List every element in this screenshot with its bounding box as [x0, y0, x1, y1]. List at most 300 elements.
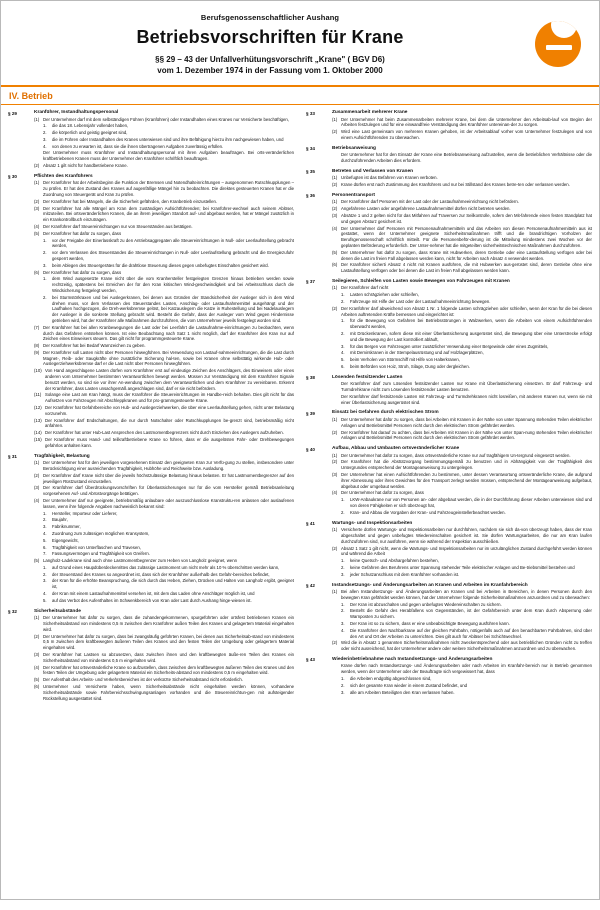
- clause-marker: 2.: [43, 294, 47, 300]
- clause-text: Der Kranführer hat ortsveränderliche Krane so aufzustellen, dass zwischen dem kraftbewegten äußeren Teilen des Kranes und den festen Teilen der Umgebung oder gelagertem Material ein Sicherheits-abstand von mindestens 0,5 m eingehalten wird.: [43, 664, 294, 676]
- clause-text: Der Unternehmer hat dafür zu sorgen, dass bei Arbeiten mit Kranen in der Nähe von unter Spannung stehenden Teilen elektrischer Anlagen und Betriebsmittel Personen nicht durch den elektrischen Strom gefährdet werden.: [341, 416, 592, 428]
- clause-text: Der Kranführer hat alle Mängel am Kran dem zuständigen Aufsichtführenden; bei Kranführer-wechsel auch seinem Ablöser, mitzuteilen. Bei ortsveränderlichen Kranen, die an ihrem jeweiligen Standort auf- und abgebaut werden, hat er Mängel zusätzlich in ein Krankontrollbuch einzutragen.: [43, 205, 294, 223]
- columns-container: [1, 105, 599, 910]
- clause-item: [332, 381, 592, 393]
- clause-item: [43, 531, 294, 537]
- clause-marker: (2): [332, 206, 338, 212]
- paragraph-number: § 36: [306, 193, 315, 199]
- paragraph-number: § 29: [8, 110, 17, 116]
- clause-item: [34, 665, 294, 677]
- clause-marker: (2): [332, 640, 338, 646]
- clause-marker: 1.: [43, 510, 47, 516]
- clause-item: [34, 150, 294, 162]
- clause-item: [332, 199, 592, 205]
- poster-header: [1, 1, 599, 87]
- clause-marker: 4.: [341, 627, 345, 633]
- clause-text: Der Unternehmer hat beim Zusammenarbeiten mehrerer Krane, bei dem die Unternehmer den Arbeitsab-lauf von Beginn der Arbeiten festzulegen und für eine einwandfreie Verständigung des Kranführer untereinan-der zu sorgen.: [341, 116, 592, 128]
- clause-text: Besteht die Gefahr des Herabfallens von Gegenständen, ist der Gefahrbereich unter dem Kran durch Absperrung oder Warnposten zu sichern.: [350, 608, 592, 620]
- clause-text: für die Bewegung von Gefahren bei Betriebsstörungen in Walzwerken, wenn die Arbeiten von einem Aufsichtführenden überwacht werden,: [350, 318, 592, 330]
- clause-item: [34, 206, 294, 223]
- clause-item: [341, 608, 592, 620]
- clause-text: Der Unternehmer hat für den jeweiligen vorgesehenen Einsatz den geeigneten Kran zur Verfü-gung zu stellen, insbesondere unter Berücksichtigung einer ausreichenden Tragfähigkeit, Hubhöhe und Reichweite bzw. Ausladung.: [43, 460, 294, 471]
- clause-item: [34, 677, 294, 683]
- paragraph-title: Zusammenarbeit mehrerer Krane: [332, 110, 408, 115]
- clause-item: [43, 130, 294, 136]
- clause-text: Der Kranführer darf zum Lösenden festsitzender Lasten nur Krane mit Überlastsicherung einsetzen. Er darf Fahrzeug- und Turmdrehkrane nicht zum Lösenden festsitzender Lasten benutzen.: [341, 381, 592, 393]
- clause-item: [43, 263, 294, 269]
- clause-text: die Arbeiten endgültig abgeschlossen sind,: [350, 676, 432, 682]
- clause-item: [43, 238, 294, 250]
- paragraph-title: Aufbau, Abbau und Umbauten ortsveränderlicher Krane: [332, 446, 460, 452]
- clause-item: [34, 634, 294, 651]
- clause-text: Der Kranführer darf Personen mit der Last oder der Lastaufnahmeeinrichtung nicht befördern.: [341, 199, 519, 205]
- paragraph-block: [306, 279, 592, 371]
- paragraph-body: [332, 446, 592, 516]
- clause-text: Der Kranführer hat bei Mängeln, die die Sicherheit gefährden, den Kranbetrieb einzustellen.: [43, 198, 218, 204]
- paragraph-title: Seilegieren, Schleifen von Lasten sowie Bewegen von Fahrzeugen mit Kranen: [332, 278, 510, 284]
- clause-text: Die Kranführer den Nachbarkrane auf der gleichen Fahrbahn, nötigenfalls auch auf den benachbarten Fahrbahnen, sind über den Art und Ort der Arbeiten zu unterrichten. Dies gilt auch für Abläser bei Schichtwechsel.: [350, 627, 592, 639]
- clause-text: Wird eine Last gemeinsam von mehreren Kranen gehoben, ist der Arbeitsablauf vorher vom Unternehmer festzulegen und von einem Aufsichtführenden zu überwachen.: [341, 129, 592, 140]
- clause-text: Der Kranführer hat Gefahrbereiche von Hub- und Auslegerziehwerken, die über eine Leerlaufstellung gehen, nicht unter Belastung vorzunehm.: [45, 405, 294, 416]
- clause-marker: (3): [332, 472, 338, 478]
- paragraph-body: [332, 657, 592, 696]
- clause-marker: 5.: [341, 357, 345, 363]
- clause-text: Solange eine Last am Kran hängt, muss der Kranführer die Steuereinrichtungen im Handbe-reich behalten. Dies gilt nicht für das Aufsetzen von Fahrzeugen mit Abschleppkranen und für pro-grammgesteuerte Krane.: [45, 392, 294, 404]
- clause-marker: (4): [34, 223, 40, 229]
- clause-marker: [332, 381, 341, 393]
- clause-item: [34, 325, 294, 342]
- clause-text: alle am Arbeiten Beteiligten den Kran verlassen haben.: [350, 689, 455, 695]
- clause-text: beim Beförden von Hoiz, Stroh, Silage, Dung oder dergleichen.: [350, 364, 470, 369]
- paragraph-body: [332, 583, 592, 653]
- clause-text: Der Kranführer hat darauf zu achten, dass bei Arbeiten mit Kranen in der Nähe von unter Span-nung stehenden Teilen elektrischer Anlagen und Betriebsmittel Personen nicht durch den elektrischen Strom gefährdet werden.: [341, 429, 592, 441]
- clause-item: [341, 318, 592, 330]
- paragraph-block: [8, 110, 294, 170]
- clause-item: [341, 565, 592, 571]
- clause-text: Versicherte dürfen Wartungs- und Inspektionsarbeiten nur durchführen, nachdem sie sich da-von überzeugt haben, dass der Kran abgeschaltet und gegen unbefugtes Wiedereinschalten gesichert ist. Sie dürfen Wartungsarbeiten, die nur am Kran laufen durchzuführen sind, nur ausführen, wenn sie während der Inspektion ausschließen.: [341, 527, 592, 544]
- clause-text: Der Kranführer hat der Arbeitsbeginn die Funktion der Bremsen und Notendhalteinrichtungen – ausgenommen Rutschkupplungen – zu prüfen. Er hat den Zustand des Kranes auf augenfällige Mängel hin zu beobachten. Die direktes gesteuerten Kranen hat er die Zuordnung von Steuergerät und Kran zu prüfen.: [43, 180, 294, 197]
- paragraph-number: § 38: [306, 375, 315, 381]
- clause-text: Der Unternehmer darf nur geeignete, betriebsmäßig anlaubare oder auszuschlusslose Kranstruktu-ren anlassen oder auslaufenen lassen, wenn ihre folgende Angaben nachweislich bekannt sind:: [43, 497, 294, 509]
- paragraph-body: [332, 521, 592, 579]
- clause-text: Unbefugten ist das Befahren von Kranen verboten.: [341, 175, 438, 181]
- clause-text: die körperlich und geistig geeignet sind,: [52, 130, 128, 136]
- clause-item: [341, 331, 592, 343]
- clause-text: jeder Schutzanschluss mit dem Kranführer vorhanden ist.: [350, 571, 460, 577]
- clause-marker: (1): [332, 527, 338, 533]
- clause-marker: (6): [34, 683, 40, 689]
- page-title: Betriebsvorschriften für Krane: [136, 27, 404, 47]
- clause-text: Der Kranführer darf festsitzende Lasten mit Fahrzeug- und Turmdrehkranen nicht losreißen, mit anderen Kranen nur, wenn sie mit einer Überlastsicherung ausgerüstet sind.: [341, 393, 592, 405]
- clause-item: [341, 628, 592, 640]
- clause-marker: (8): [34, 343, 40, 349]
- clause-marker: (15): [34, 437, 42, 443]
- clause-text: Bei allen Instandsetzungs- und Änderungsarbeiten an Kranen und bei Arbeiten in Bereichen, in denen Personen durch den bewegten Kran gefährdet werden können, hat der Unternehmer folgende Sicherheitsmaßnahmen anzuordnen und zu überwachen:: [341, 589, 592, 600]
- clause-marker: 5.: [43, 537, 47, 543]
- clause-text: Der Kranführer darf nicht: [341, 285, 389, 291]
- clause-text: Tragfähigkeit von Unterflaschen und Travesen,: [52, 544, 141, 550]
- clause-marker: (3): [34, 205, 40, 211]
- clause-item: [34, 117, 294, 123]
- paragraph-title: Einsatz bei Gefahren durch elektrischen Strom: [332, 410, 439, 416]
- clause-item: [341, 510, 592, 516]
- clause-text: Von Hand angeschlagene Lasten dürfen vom Kranführer erst auf eindeutige Zeichen des Anschlägers, des Einweisers oder eines anderen vom Unternehmer bestimmten Verantwortlichen bewegt werden. Müssen zur Verständigung mit dem Kranführer Signale benutzt werden, so sind sie vor ihrer An-wendung zwischen dem Verantwortlichen und dem Kranführer zu vereinbaren. Erkennt der Kranführer, dass Lasten unsachgemäß angeschlagen sind, darf er sie nicht befördern.: [45, 368, 294, 391]
- paragraph-title: Tragfähigkeit, Belastung: [34, 453, 90, 459]
- clause-marker: 3.: [341, 343, 345, 349]
- clause-text: keine Gefahren des Beruhrens unter Spannung stehender Teile elektrischer Anlagen und Be-triebsmittel bestehen und: [350, 564, 575, 570]
- clause-item: [34, 418, 294, 430]
- clause-marker: (1): [332, 416, 338, 422]
- paragraph-title: Pflichten des Kranführers: [34, 173, 93, 179]
- clause-item: [332, 527, 592, 544]
- clause-text: der Steuerstand des Kranes so angeordnet ist, dass sich der Kranführer außerhalb des Gefahr-bereiches befindet,: [52, 571, 270, 577]
- clause-item: [332, 262, 592, 274]
- clause-item: [43, 524, 294, 530]
- paragraph-number: § 34: [306, 146, 315, 152]
- clause-marker: 1.: [341, 558, 345, 564]
- clause-marker: (12): [34, 405, 42, 411]
- clause-text: Der Kranführer hat Lastsen so abzusetzen, dass zwischen ihnen und den kraftbewegten äuße-ren Teilen des Kranes ein Sicherheitsabstand von mindestens 0,5 m eingehalten wird.: [43, 651, 294, 663]
- clause-marker: (5): [332, 249, 338, 255]
- clause-text: Der Kranführer hat dafür zu sorgen, dass: [43, 230, 122, 236]
- clause-marker: (9): [34, 349, 40, 355]
- clause-item: [34, 558, 294, 564]
- paragraph-block: [306, 169, 592, 189]
- clause-item: [43, 551, 294, 557]
- paragraph-block: [8, 174, 294, 450]
- clause-item: [34, 615, 294, 632]
- paragraph-number: § 33: [306, 110, 315, 116]
- clause-text: Der Kranführer hat unter Hub-Last Ansprechen des Lastmomentbegrenzers nicht durch Einziehen des Auslegers aufzuheben.: [45, 430, 284, 436]
- clause-item: [341, 558, 592, 564]
- clause-item: [43, 565, 294, 571]
- clause-text: Lasten schrägziehen oder schleifen,: [350, 292, 419, 298]
- clause-marker: (5): [34, 677, 40, 683]
- clause-text: Absatz 1 Satz 1 gilt nicht, wenn die Wartungs- und Inspektionsarbeiten nur im unzulänglichen Zustand durchgeführt werden können und während die Arbeit: [341, 545, 592, 557]
- clause-item: [34, 368, 294, 391]
- clause-marker: (1): [332, 199, 338, 205]
- clause-text: mit Demirskranen in der Stempelausrüstung und auf Holzlagerplätzen,: [350, 350, 484, 356]
- clause-item: [332, 129, 592, 141]
- clause-marker: (7): [34, 324, 40, 330]
- clause-marker: (5): [34, 230, 40, 236]
- clause-item: [332, 490, 592, 496]
- clause-text: Der Aufenthalt des Arbeits- und Verkehrsbereiches ist der verkürzte Sicherheitsabstand nicht erforderlich.: [43, 677, 243, 683]
- clause-marker: 4.: [43, 591, 47, 597]
- clause-marker: 1.: [43, 237, 47, 243]
- clause-item: [34, 350, 294, 367]
- clause-marker: (2): [34, 163, 40, 169]
- clause-item: [341, 621, 592, 627]
- paragraph-block: [306, 110, 592, 142]
- paragraph-title: Betriebsanweisung: [332, 145, 376, 151]
- clause-marker: (3): [34, 651, 40, 657]
- paragraph-body: [332, 193, 592, 275]
- clause-item: [34, 485, 294, 497]
- clause-item: [43, 572, 294, 578]
- clause-text: Der Unternehmer hat dafür zu sorgen, dass die zuhandengekommenen, spurgeführten oder ortsfest betriebenen Kranen ein Sicherheitsabstand von mindestens 0,5 m zwischen dem Kranführer außen Teilen des Kranes und gelagertem Material eingehalten wird.: [43, 615, 294, 632]
- header-supertitle: Berufsgenossenschaftlicher Aushang: [200, 13, 340, 22]
- clause-item: [34, 652, 294, 664]
- clause-marker: (2): [34, 633, 40, 639]
- clause-text: beim Ablegen des Steuergerätes für die drahtlose Steuerung dieses gegen unbefugtes Einschalten gesichert wird.: [52, 262, 269, 268]
- clause-text: Der Unternehmer hat dafür zu sorgen, dass: [341, 490, 424, 496]
- paragraph-title: Lösenden festsitzender Lasten: [332, 374, 403, 380]
- clause-text: auf Grund eines Haupdüberdeckenrittes das zulässige Lastmoment um nicht mehr als 10 % überschritten werden kann,: [52, 564, 280, 570]
- clause-text: Krane dürfen nach Instandsetzungs- und Änderungsarbeiten oder nach Arbeiten im Kranfahr-bereich nur in Betrieb genommen werden, wenn der Unternehmer oder der Beauftragte sich vergewissert hat, dass: [341, 663, 592, 675]
- clause-marker: 3.: [43, 578, 47, 584]
- clause-item: [43, 578, 294, 590]
- paragraph-number: § 32: [8, 609, 17, 615]
- clause-text: Hersteller, Importeur oder Lieferer,: [52, 510, 118, 516]
- clause-text: Der Kranführer muss Hand- und teilkraftbetriebene Krane so führen, dass er die ausgelösten Fahr- oder Drehbewegungen gefahrlos anhalten kann.: [45, 437, 294, 448]
- paragraph-block: [306, 146, 592, 165]
- clause-marker: (1): [332, 452, 338, 458]
- clause-marker: (1): [332, 116, 338, 122]
- clause-item: [341, 344, 592, 350]
- clause-marker: 2.: [43, 571, 47, 577]
- paragraph-body: [332, 169, 592, 189]
- clause-item: [332, 417, 592, 429]
- clause-marker: (2): [332, 545, 338, 551]
- paragraph-block: [306, 375, 592, 407]
- clause-item: [332, 226, 592, 249]
- paragraph-body: [332, 410, 592, 442]
- clause-marker: (1): [34, 116, 40, 122]
- header-subtitle-1: §§ 29 – 43 der Unfallverhütungsvorschrift „Krane" ( BGV D6): [155, 55, 385, 64]
- clause-marker: (1): [34, 615, 40, 621]
- clause-marker: (4): [34, 664, 40, 670]
- clause-item: [332, 459, 592, 471]
- clause-marker: [332, 152, 341, 164]
- clause-item: [43, 123, 294, 129]
- paragraph-body: [34, 110, 294, 170]
- paragraph-title: Betreten und Verlassen von Kranen: [332, 168, 414, 174]
- section-title: IV. Betrieb: [9, 91, 53, 101]
- clause-marker: (10): [34, 368, 42, 374]
- clause-text: Der Kranführer darf Endschaltungen, die nur durch Notschalter oder Rutschkupplungen be-grenzt sind, betriebsmäßig nicht anfahren.: [45, 417, 294, 429]
- paragraph-number: § 30: [8, 174, 17, 180]
- clause-item: [34, 684, 294, 701]
- clause-marker: (4): [332, 225, 338, 231]
- clause-item: [341, 292, 592, 298]
- paragraph-number: § 31: [8, 454, 17, 460]
- clause-text: Der Kranführer darf Steuereinrichtungen nur von Steuerständen aus betätigen.: [43, 223, 193, 229]
- clause-text: dem Wind ausgesetzte Krane nicht über die vom Kranhersteller festgelegten Grenzen hinaus betrieben werden sowie rechtzeitig, spätestens bei Erreichen der für den Kran kritischen Wind-geschwindigkeit und bei Arbeitsschluss durch die Windsicherung festgelegt werden,: [52, 276, 294, 293]
- clause-marker: 3.: [43, 524, 47, 530]
- clause-marker: 2.: [341, 299, 345, 305]
- clause-item: [34, 163, 294, 169]
- paragraph-block: [306, 193, 592, 275]
- clause-item: [332, 213, 592, 225]
- paragraph-body: [332, 110, 592, 142]
- paragraph-number: § 39: [306, 410, 315, 416]
- clause-text: vor der Freigabe der Einerlasskraft zu den Antriebsaggregaten alle Steuereinrichtungen in Null- oder Leerlaufstellung gebracht werden,: [52, 237, 294, 249]
- clause-item: [341, 357, 592, 363]
- paragraph-block: [306, 583, 592, 653]
- clause-item: [332, 589, 592, 601]
- clause-marker: (2): [332, 429, 338, 435]
- clause-item: [341, 572, 592, 578]
- clause-marker: 1.: [341, 676, 345, 682]
- clause-marker: 2.: [43, 517, 47, 523]
- paragraph-body: [34, 454, 294, 605]
- clause-marker: 1.: [341, 318, 345, 324]
- clause-marker: [34, 150, 43, 162]
- clause-item: [332, 250, 592, 262]
- clause-text: Der Unternehmer darf mit dem selbständigen Führen (Kranführen) oder Instandhalten eines Kranes nur Versicherte beschäftigen,: [43, 116, 290, 122]
- clause-text: mit Drückenkranen, sofern diese mit einer Überlastsicherung ausgerüstet sind, die Bewegung über eine Unterstrecke erfolgt und die Bewegung der Last kontrolliert abläuft,: [350, 331, 592, 342]
- clause-marker: (1): [332, 175, 338, 181]
- paragraph-title: Kranführer, Instandhaltungspersonal: [34, 110, 119, 115]
- clause-item: [341, 350, 592, 356]
- clause-item: [332, 206, 592, 212]
- clause-item: [341, 676, 592, 682]
- clause-text: Wird die in Absatz 1 genannten Sicherheitsmaßnahmen nicht zweckentsprechend oder aus betrieblichen Gründen nicht zu treffen oder nicht ausreichend, hat der Unternehmer andere oder weitere Sicherheitsmaßnahmen anzuordnen und zu überwachen.: [341, 640, 592, 652]
- clause-item: [341, 299, 592, 305]
- paragraph-block: [306, 521, 592, 579]
- clause-marker: 2.: [341, 509, 345, 515]
- clause-text: Angefahrene Lasten oder angefahrene Lastaufnahmemittel dürfen nicht betreten werden.: [341, 206, 511, 212]
- clause-item: [43, 276, 294, 293]
- clause-marker: [332, 663, 341, 675]
- clause-marker: 1.: [43, 276, 47, 282]
- clause-marker: 2.: [43, 250, 47, 256]
- clause-item: [341, 602, 592, 608]
- clause-text: Der Kranführer sicherti Absatz 4 nicht mit Kranen ausführen, die mit Hubwerken aus-gerüstet sind, deren Getriebe ohne eine Lastaufstellung verfügen oder bei denen die Last im freien Fall abgelassen werden kann.: [341, 262, 592, 274]
- paragraph-number: § 35: [306, 169, 315, 175]
- clause-text: Baujahr,: [52, 517, 68, 523]
- clause-text: Der Kranführer darf Krane nicht über die jeweils höchstzulässige Belastung hinaus belasten. Er hat Lastmomentbegrenzer auf den jeweiligen Rüstzustand einzustellen.: [43, 472, 294, 484]
- right-column: [300, 110, 592, 904]
- clause-text: der Kran mit einem Lastaufnahmemittel versehen ist, mit dem das Laden ohne Anschläger möglich ist, und: [52, 591, 255, 597]
- clause-marker: (3): [332, 212, 338, 218]
- clause-text: vor dem Verlassen des Steuerstandes die Steuereinrichtungen in Null- oder Leerlaufstellung gebracht und die Energiezufuhr gesperrt werden,: [52, 250, 294, 261]
- clause-item: [332, 182, 592, 188]
- clause-text: Absatz 1 gilt nicht für handbetriebene Krane.: [43, 163, 128, 169]
- clause-text: Fahrzeuge mit Hilfe der Last oder der Lastaufnahmeeinrichtung bewegen.: [350, 299, 491, 305]
- clause-marker: 3.: [341, 621, 345, 626]
- clause-item: [34, 405, 294, 417]
- clause-text: keine Quetsch- und Abshargefahren bestehen,: [350, 558, 439, 564]
- clause-item: [332, 546, 592, 558]
- clause-marker: (2): [34, 472, 40, 478]
- paragraph-block: [306, 410, 592, 442]
- clause-marker: 5.: [43, 597, 47, 603]
- paragraph-body: [332, 279, 592, 371]
- clause-marker: 4.: [43, 530, 47, 536]
- clause-item: [43, 517, 294, 523]
- clause-item: [341, 364, 592, 370]
- paragraph-number: § 37: [306, 279, 315, 285]
- paragraph-body: [34, 174, 294, 450]
- clause-text: Kran- und Abbau die Vorgaben der Kran- und Fahrzeugeinstellerbeachtet werden.: [350, 509, 506, 515]
- clause-item: [43, 538, 294, 544]
- clause-item: [332, 472, 592, 489]
- clause-item: [341, 690, 592, 696]
- clause-text: Der Unternehmer muss Kranführer und Instandhaltungspersonal mit ihren Aufgaben beauftragen. Bei orts-veränderlichen kraftbetriebenen Kranen muss der Unternehmer den Kranführer schriftlich beauftragen.: [43, 150, 294, 162]
- clause-item: [43, 591, 294, 597]
- clause-item: [34, 437, 294, 449]
- clause-marker: 3.: [43, 136, 47, 142]
- clause-text: Der Kranführer hat dafür zu sorgen, dass: [43, 269, 122, 275]
- clause-item: [332, 453, 592, 459]
- clause-marker: 2.: [341, 564, 345, 570]
- clause-marker: 1.: [341, 497, 345, 503]
- paragraph-number: § 42: [306, 583, 315, 589]
- clause-item: [43, 295, 294, 324]
- clause-text: Fassungsvermögen und Tragfähigkeit von Greifern.: [52, 551, 150, 557]
- clause-marker: (1): [332, 285, 338, 291]
- clause-marker: 2.: [341, 608, 345, 614]
- clause-text: Der Unternehmer darf Personen mit Personenaufnahmemitteln und das Arbeiten von diesen Personenaufnahmemitteln aus ist gestattet, wenn der Unternehmer geeignete Sicherheitsmaßnahmen trifft und die brandrichtigen Vorholzen der Berufsgenossenschaft schriftlich mitteilt. Für die Personenbeför-derung ist die Mitteilung mindestens zwei Wochen vor der geplanten Beförderung erforderlich. Der Unter-nehmer hat die mitgeteilten sicherheitstechnischen Maßnahmen durchzuführen.: [341, 225, 592, 248]
- clause-text: der Kran für die erhöhte Beanspruchung, die sich durch das Heben, Ziehen, Drücken und Halten von Langholz ergibt, geeignet ist,: [52, 578, 294, 590]
- clause-marker: (14): [34, 430, 42, 436]
- clause-item: [43, 598, 294, 604]
- header-subtitle-2: vom 1. Dezember 1974 in der Fassung vom 1. Oktober 2000: [157, 66, 383, 75]
- clause-item: [34, 460, 294, 472]
- clause-item: [332, 285, 592, 291]
- paragraph-block: [8, 609, 294, 703]
- clause-text: sich der gesamte Kran wieder in einem Zustand befindet, und: [350, 682, 468, 688]
- clause-marker: (1): [332, 589, 338, 595]
- clause-text: Der Kranführer hat bei Bedarf Warnzeichen zu geben.: [43, 343, 146, 349]
- clause-marker: 1.: [43, 123, 47, 129]
- clause-item: [332, 175, 592, 181]
- paragraph-block: [306, 446, 592, 516]
- clause-marker: (11): [34, 392, 42, 398]
- clause-text: Der Unternehmer hat für den Einsatz der Krane eine Betriebsanweisung aufzustellen, wenn die betrieblichen Verhältnisse oder die durchzuführenden Arbeiten dies erfordern.: [341, 152, 592, 163]
- clause-marker: (4): [332, 490, 338, 496]
- clause-item: [34, 430, 294, 436]
- clause-text: Krane dürfen erst nach Zustimmung des Kranführers und nur bei Stillstand des Kranes betre-ten oder verlassen werden.: [341, 182, 570, 188]
- clause-marker: 1.: [341, 601, 345, 607]
- clause-item: [34, 270, 294, 276]
- clause-text: LKW-Anbaukrane nur von Personen an- oder abgebaut werden, die in der Durchführung dieser Arbeiten unterwiesen sind und von deren Fähigkeiten er sich überzeugt hat,: [350, 497, 592, 509]
- clause-item: [332, 663, 592, 675]
- clause-item: [43, 545, 294, 551]
- clause-text: die das 18. Lebensjahr vollendet haben,: [52, 123, 129, 129]
- clause-text: Unternehmer und Versicherte haben, wenn Sicherheitsabstände nicht eingehalten werden können, vorhandene Sicherheitsabstände sowie Fahrbereichsschwingungsanlagen vorhanden und die Steuereinrichtun-gen mit aufsteigender Rückstellung ausgestattet sind.: [43, 683, 294, 701]
- paragraph-title: Instandsetzungs- und Änderungsarbeiten an Kranen und Arbeiten im Kranfahrbereich: [332, 582, 528, 588]
- paragraph-number: § 43: [306, 657, 315, 663]
- clause-text: Der Kranführer hat bei allen Kranbewegungen die Last oder bei Leerfahrt die Lastaufnahme-einrichtungen zu beobachten, wenn durch das Gefahren entstehen können. Ist eine Beobachtung nach Satz 1 nicht möglich, darf der Kranführer den Kran nur auf Zeichen eines Einweisers steuern. Das gilt nicht für programmgesteuerte Krane.: [43, 324, 294, 342]
- clause-text: bei Sturmstörkraxen und bei Auslegerkranen, bei denen aus Gründen der Standsicherheit der Ausleger sich in dem Wind drehen muss, vor dem Verlassen des Steuerstandes Lasten, Anschlag- oder Lastaufnahmemittel ausgehängt und der Laufhaken hochgezogen, die Dreh-werksbremse gelöst, bei Katzauslegern die Katze in Ruhestellung und bei Nadelauslegern der Ausleger in die sonkrete Stellung gebracht wird. Besteht die Gefahr, dass der Ausleger vom Wind gegen Hindernisse getrieben wird, hat der Kranführer alle Maßnahmen durchzuführen, die vom Unternehmer jeweils festgelegt worden sind.: [52, 294, 294, 323]
- clause-item: [34, 473, 294, 485]
- clause-marker: (2): [34, 198, 40, 204]
- clause-marker: 6.: [43, 544, 47, 550]
- clause-text: Der Kranführer darf abweichend von Absatz 1 Nr. 1 folgende Lasten schrägziehen oder schleifen, wenn der Kran für die bei diesen Arbeiten auftretenden Kräfte bemessen und eingerichtet ist:: [341, 305, 592, 317]
- clause-text: für das Bergen von Fahrzeugen unter zusätzlicher Verwendung einer Bergewinde oder eines Zugmittels,: [350, 343, 549, 349]
- bg-logo-icon: [535, 21, 581, 67]
- clause-text: von denen zu erwarten ist, dass sie die ihnen übertragenen Aufgaben zuverlässig erfüllen.: [52, 143, 224, 149]
- clause-marker: 4.: [43, 143, 47, 149]
- clause-text: auf das Verbot des Aufenthaltes im Schwenkbereich von Kran oder Last durch Aushang hinge-wiesen ist.: [52, 597, 252, 603]
- clause-item: [34, 498, 294, 510]
- paragraph-number: § 41: [306, 521, 315, 527]
- clause-text: Fabriknummer,: [52, 524, 81, 530]
- clause-item: [332, 306, 592, 318]
- clause-item: [341, 683, 592, 689]
- clause-text: Langholz-Ladekrane sind auch ohne Lastmomentbegrenzer zum Heben von Langholz geeignet, wenn: [43, 558, 237, 564]
- clause-item: [43, 250, 294, 262]
- paragraph-number: § 40: [306, 446, 315, 452]
- clause-text: Der Kranführer soll Lasten nicht über Personen hinwegführen. Bei Verwendung von Lastauf-nahmeeinrichtungen, die die Last durch Magnet-, Reib- oder Saugkräfte ohne zusätzliche Sicherung hal-ten, sowie bei Kranen ohne selbsttätig wirkende Hub- oder Auslegerziehwerksbremse darf er die Last nicht über Personen hinwegführen.: [43, 349, 294, 367]
- clause-marker: 6.: [341, 364, 345, 369]
- clause-text: Der Unternehmer hat einen Aufsichtführenden zu bestimmen, unter dessen Verantwortung ortsveränderliche Krane, die aufgrund ihrer Abmessung oder ihres Gewichtes für den Transport zerlegt werden müssen, entsprechend der Montageanweisung aufgebaut, abgebaut oder umgebaut werden.: [341, 472, 592, 489]
- paragraph-body: [34, 609, 294, 703]
- clause-item: [332, 117, 592, 129]
